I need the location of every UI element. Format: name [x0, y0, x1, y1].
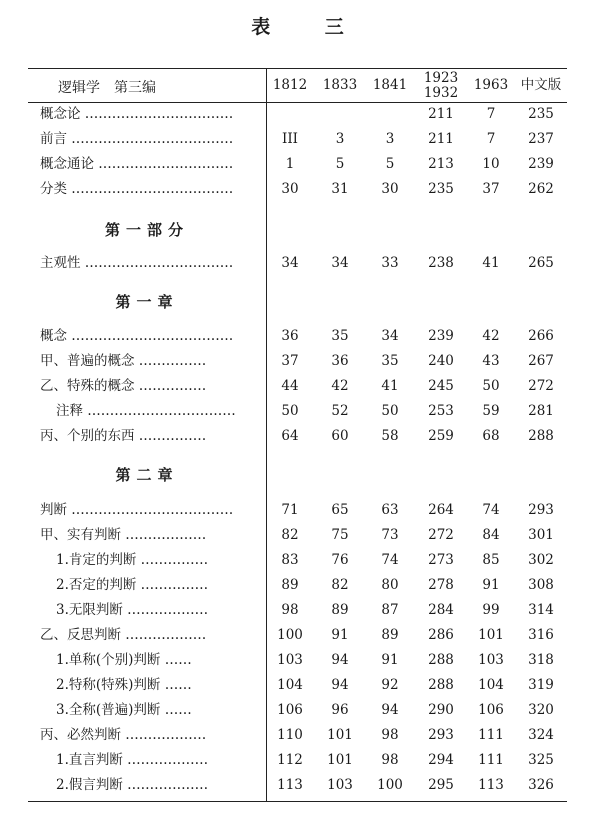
section-heading: 第一章: [115, 293, 179, 311]
cell-col-1: 52: [331, 403, 349, 419]
cell-col-2: 5: [385, 156, 395, 172]
row-label: 3.全称(普遍)判断 ……: [56, 702, 192, 718]
row-label: 概念论 ……………………………: [40, 106, 234, 122]
cell-col-3: 235: [428, 181, 454, 197]
row-label: 注释 ……………………………: [56, 403, 236, 419]
cell-col-2: 34: [381, 328, 399, 344]
cell-col-3: 286: [428, 627, 454, 643]
table-row: [0, 252, 595, 274]
cell-col-0: 112: [277, 752, 303, 768]
cell-col-0: 64: [281, 428, 299, 444]
cell-col-2: 3: [385, 131, 395, 147]
cell-col-0: 110: [277, 727, 303, 743]
cell-col-4: 7: [486, 106, 496, 122]
table-row: [0, 178, 595, 200]
cell-col-2: 91: [381, 652, 399, 668]
table-row: [0, 599, 595, 621]
cell-col-4: 42: [482, 328, 500, 344]
cell-col-0: III: [282, 131, 298, 147]
cell-col-2: 30: [381, 181, 399, 197]
row-label: 丙、个别的东西 ……………: [40, 428, 207, 444]
cell-col-4: 104: [478, 677, 504, 693]
cell-col-0: 30: [281, 181, 299, 197]
row-label: 2.特称(特殊)判断 ……: [56, 677, 192, 693]
cell-col-2: 73: [381, 527, 399, 543]
cell-col-5: 266: [528, 328, 554, 344]
cell-col-5: 319: [528, 677, 554, 693]
cell-col-1: 96: [331, 702, 349, 718]
section-heading: 第二章: [115, 466, 179, 484]
cell-col-2: 80: [381, 577, 399, 593]
table-row: [0, 325, 595, 347]
cell-col-1: 94: [331, 677, 349, 693]
cell-col-0: 89: [281, 577, 299, 593]
page-title: 表 三: [251, 16, 368, 38]
cell-col-5: 262: [528, 181, 554, 197]
cell-col-4: 91: [482, 577, 500, 593]
cell-col-0: 113: [277, 777, 303, 793]
cell-col-4: 68: [482, 428, 500, 444]
table-row: [0, 574, 595, 596]
cell-col-5: 288: [528, 428, 554, 444]
header-col-1: 1833: [322, 77, 358, 93]
cell-col-1: 31: [331, 181, 349, 197]
cell-col-4: 99: [482, 602, 500, 618]
cell-col-5: 267: [528, 353, 554, 369]
row-label: 3.无限判断 ………………: [56, 602, 209, 618]
cell-col-0: 98: [281, 602, 299, 618]
cell-col-5: 272: [528, 378, 554, 394]
row-label: 1.肯定的判断 ……………: [56, 552, 209, 568]
cell-col-5: 265: [528, 255, 554, 271]
cell-col-2: 35: [381, 353, 399, 369]
cell-col-3: 273: [428, 552, 454, 568]
row-label: 1.直言判断 ………………: [56, 752, 209, 768]
table-row: [0, 425, 595, 447]
cell-col-0: 104: [277, 677, 303, 693]
cell-col-1: 91: [331, 627, 349, 643]
cell-col-0: 82: [281, 527, 299, 543]
cell-col-5: 235: [528, 106, 554, 122]
row-label: 乙、特殊的概念 ……………: [40, 378, 207, 394]
cell-col-5: 308: [528, 577, 554, 593]
cell-col-2: 94: [381, 702, 399, 718]
cell-col-5: 318: [528, 652, 554, 668]
cell-col-3: 213: [428, 156, 454, 172]
cell-col-2: 100: [377, 777, 403, 793]
cell-col-5: 302: [528, 552, 554, 568]
cell-col-3: 294: [428, 752, 454, 768]
cell-col-4: 106: [478, 702, 504, 718]
cell-col-5: 320: [528, 702, 554, 718]
cell-col-3: 238: [428, 255, 454, 271]
cell-col-3: 239: [428, 328, 454, 344]
cell-col-3: 284: [428, 602, 454, 618]
header-label: 逻辑学 第三编: [58, 80, 156, 96]
cell-col-3: 211: [428, 131, 454, 147]
row-label: 2.否定的判断 ……………: [56, 577, 209, 593]
table-row: [0, 499, 595, 521]
row-label: 概念 ………………………………: [40, 328, 234, 344]
cell-col-5: 239: [528, 156, 554, 172]
cell-col-3: 259: [428, 428, 454, 444]
cell-col-0: 1: [285, 156, 295, 172]
cell-col-1: 65: [331, 502, 349, 518]
cell-col-3: 211: [428, 106, 454, 122]
cell-col-4: 101: [478, 627, 504, 643]
cell-col-3: 253: [428, 403, 454, 419]
table-row: [0, 624, 595, 646]
table-row: [0, 774, 595, 796]
cell-col-5: 324: [528, 727, 554, 743]
row-label: 判断 ………………………………: [40, 502, 234, 518]
row-label: 2.假言判断 ………………: [56, 777, 209, 793]
cell-col-3: 272: [428, 527, 454, 543]
cell-col-5: 301: [528, 527, 554, 543]
cell-col-2: 92: [381, 677, 399, 693]
cell-col-4: 10: [482, 156, 500, 172]
cell-col-1: 5: [335, 156, 345, 172]
cell-col-4: 41: [482, 255, 500, 271]
cell-col-2: 63: [381, 502, 399, 518]
cell-col-4: 85: [482, 552, 500, 568]
cell-col-0: 34: [281, 255, 299, 271]
cell-col-4: 59: [482, 403, 500, 419]
cell-col-1: 103: [327, 777, 353, 793]
cell-col-5: 293: [528, 502, 554, 518]
cell-col-4: 37: [482, 181, 500, 197]
cell-col-0: 36: [281, 328, 299, 344]
cell-col-1: 35: [331, 328, 349, 344]
cell-col-4: 7: [486, 131, 496, 147]
table-row: [0, 524, 595, 546]
cell-col-3: 288: [428, 652, 454, 668]
cell-col-1: 89: [331, 602, 349, 618]
cell-col-1: 42: [331, 378, 349, 394]
cell-col-0: 37: [281, 353, 299, 369]
cell-col-2: 98: [381, 727, 399, 743]
cell-col-0: 50: [281, 403, 299, 419]
cell-col-4: 43: [482, 353, 500, 369]
cell-col-4: 50: [482, 378, 500, 394]
cell-col-1: 3: [335, 131, 345, 147]
table-top-rule: [28, 68, 567, 69]
table-row: [0, 699, 595, 721]
cell-col-3: 290: [428, 702, 454, 718]
cell-col-3: 278: [428, 577, 454, 593]
cell-col-3: 240: [428, 353, 454, 369]
cell-col-2: 50: [381, 403, 399, 419]
cell-col-0: 71: [281, 502, 299, 518]
table-row: [0, 649, 595, 671]
header-col-0: 1812: [272, 77, 308, 93]
cell-col-2: 87: [381, 602, 399, 618]
cell-col-1: 94: [331, 652, 349, 668]
cell-col-4: 111: [478, 752, 504, 768]
cell-col-0: 83: [281, 552, 299, 568]
table-row: [0, 153, 595, 175]
header-col-5: 中文版: [520, 77, 562, 93]
cell-col-3: 264: [428, 502, 454, 518]
cell-col-3: 293: [428, 727, 454, 743]
cell-col-5: 316: [528, 627, 554, 643]
row-label: 甲、实有判断 ………………: [40, 527, 207, 543]
section-heading: 第一部分: [104, 221, 189, 239]
header-col-4: 1963: [473, 77, 509, 93]
table-row: [0, 103, 595, 125]
cell-col-2: 74: [381, 552, 399, 568]
cell-col-1: 34: [331, 255, 349, 271]
table-row: [0, 724, 595, 746]
row-label: 分类 ………………………………: [40, 181, 234, 197]
cell-col-4: 103: [478, 652, 504, 668]
cell-col-1: 101: [327, 752, 353, 768]
cell-col-4: 113: [478, 777, 504, 793]
cell-col-5: 281: [528, 403, 554, 419]
table-row: [0, 375, 595, 397]
header-col-2: 1841: [372, 77, 408, 93]
table-row: [0, 749, 595, 771]
row-label: 甲、普遍的概念 ……………: [40, 353, 207, 369]
cell-col-2: 33: [381, 255, 399, 271]
row-label: 主观性 ……………………………: [40, 255, 234, 271]
cell-col-1: 101: [327, 727, 353, 743]
cell-col-3: 245: [428, 378, 454, 394]
cell-col-1: 75: [331, 527, 349, 543]
cell-col-0: 103: [277, 652, 303, 668]
header-col-3: 1923 1932: [423, 70, 459, 101]
table-row: [0, 549, 595, 571]
table-row: [0, 674, 595, 696]
cell-col-5: 326: [528, 777, 554, 793]
cell-col-2: 41: [381, 378, 399, 394]
cell-col-5: 314: [528, 602, 554, 618]
row-label: 前言 ………………………………: [40, 131, 234, 147]
table-bottom-rule: [28, 801, 567, 802]
cell-col-3: 288: [428, 677, 454, 693]
cell-col-4: 74: [482, 502, 500, 518]
row-label: 乙、反思判断 ………………: [40, 627, 207, 643]
cell-col-0: 106: [277, 702, 303, 718]
row-label: 丙、必然判断 ………………: [40, 727, 207, 743]
cell-col-1: 60: [331, 428, 349, 444]
cell-col-1: 36: [331, 353, 349, 369]
table-row: [0, 128, 595, 150]
cell-col-4: 84: [482, 527, 500, 543]
cell-col-2: 98: [381, 752, 399, 768]
row-label: 概念通论 …………………………: [40, 156, 234, 172]
cell-col-1: 76: [331, 552, 349, 568]
cell-col-3: 295: [428, 777, 454, 793]
cell-col-4: 111: [478, 727, 504, 743]
cell-col-2: 89: [381, 627, 399, 643]
cell-col-1: 82: [331, 577, 349, 593]
table-row: [0, 350, 595, 372]
cell-col-2: 58: [381, 428, 399, 444]
cell-col-5: 325: [528, 752, 554, 768]
cell-col-5: 237: [528, 131, 554, 147]
cell-col-0: 100: [277, 627, 303, 643]
row-label: 1.单称(个别)判断 ……: [56, 652, 192, 668]
cell-col-0: 44: [281, 378, 299, 394]
table-row: [0, 400, 595, 422]
